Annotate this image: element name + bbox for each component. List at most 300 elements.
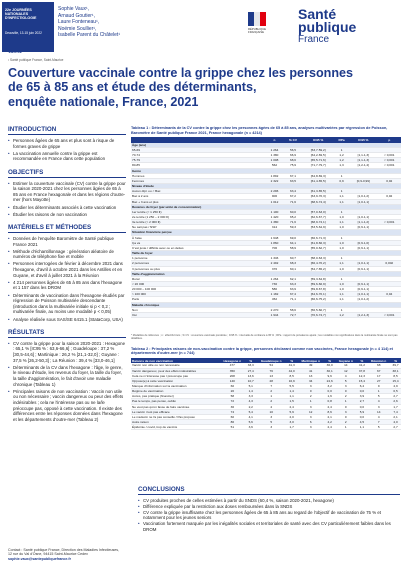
table-cell: 75,9 xyxy=(284,163,303,168)
table-cell: 41 xyxy=(297,368,324,373)
table-cell: [1,0-1,1] xyxy=(349,214,377,219)
table-cell: 3 xyxy=(256,414,286,419)
table-cell: 376 xyxy=(265,266,283,271)
brand-country: France xyxy=(298,34,330,45)
table-cell: 4 xyxy=(367,399,390,404)
table-cell: 3 xyxy=(297,425,324,430)
table-cell: 1,7 xyxy=(390,404,401,409)
table-cell: Bac + 3 ans et plus xyxy=(131,199,265,204)
table-cell: 3 xyxy=(297,404,324,409)
table-header-cell: % xyxy=(245,358,256,364)
table-cell: 27,4 xyxy=(245,368,256,373)
table-cell: 0,0 xyxy=(324,389,335,394)
table-cell: 906 xyxy=(265,194,283,199)
title-line: de 65 à 85 ans et étude des déterminants, xyxy=(8,80,257,95)
table-cell: 63,9 xyxy=(284,287,303,292)
table-cell: 14 xyxy=(367,409,390,414)
table-cell: Épidémie / covid, trop de vaccins xyxy=(131,425,219,430)
author: Laure Fonteneau¹, xyxy=(58,19,100,26)
table-cell: 38,1 xyxy=(390,368,401,373)
contact-line: Contact : Santé publique France, Direction des Maladies Infectieuses, xyxy=(8,548,120,552)
table-cell: [0,9-1,1] xyxy=(349,225,377,230)
table-cell: 1 944 xyxy=(265,312,283,317)
objectives-heading: OBJECTIFS xyxy=(8,169,126,178)
table-cell: 1 xyxy=(335,399,357,404)
table-cell: 1,1 xyxy=(334,297,349,302)
table-cell: 58,6 xyxy=(284,307,303,312)
table-cell: < 0,001 xyxy=(378,163,401,168)
table-cell: C'est juste / difficile avec ou en dettes xyxy=(131,245,265,250)
table-cell: 2 296 xyxy=(265,189,283,194)
table-cell: [64,2-69,5] xyxy=(302,153,334,158)
table-cell: 30,1 xyxy=(324,368,335,373)
table-cell: Bac à 2 ans xyxy=(131,194,265,199)
table-cell: 736 xyxy=(265,282,283,287)
table-cell: 63,3 xyxy=(284,282,303,287)
table-cell: 3 xyxy=(335,384,357,389)
table-cell: [56,5-60,7] xyxy=(302,307,334,312)
table-cell: 67,2 xyxy=(284,194,303,199)
list-item: • Principales raisons de non vaccination : Vaccin non utile ou non nécessaire ; vaccin dangereux ou peur des effets indésirables ; cela ne l'intéresse pas ou ne la/le préoccupe pas, opposé à cette vaccination. Il existe des différences entre les réponses données dans l'hexagone et les départements d'outre-mer (Tableau 2) xyxy=(8,389,126,423)
table-cell: 4,3 xyxy=(245,399,256,404)
table-header-cell: Martinique n xyxy=(297,358,324,364)
table-cell: 7,4 xyxy=(390,409,401,414)
table-cell: 4,1 xyxy=(245,414,256,419)
table-cell: 63,5 xyxy=(284,178,303,183)
table-cell: Opposé(e) à cette vaccination xyxy=(131,378,219,383)
table-cell: 0 xyxy=(297,389,324,394)
table-cell: Genre xyxy=(131,168,265,173)
table-cell: [68,9-74,1] xyxy=(302,220,334,225)
table-cell: [53,7-59,2] xyxy=(302,147,334,152)
table-cell: < 0,001 xyxy=(378,312,401,317)
table-cell: [0,9-1,0] xyxy=(349,240,377,245)
table-cell: 2,7 xyxy=(390,425,401,430)
table-cell: 1,0 xyxy=(334,282,349,287)
table2-caption-text: Principales raisons de non-vaccination contre la grippe, personnes déclarant comme non vaccinées, France hexagonale (n = 4 114) et départements d'outre-mer (n = 744) xyxy=(131,346,393,356)
table-cell: Régime de vaccination xyxy=(131,389,219,394)
right-column xyxy=(131,126,401,474)
table-cell: 1 648 xyxy=(265,235,283,240)
list-item: • La vaccination annuelle contre la grippe est recommandée en France dans cette population xyxy=(8,151,126,162)
table-cell: Âge (ans) xyxy=(131,143,265,148)
table-cell: 1,5 xyxy=(286,399,297,404)
table-cell: < 0,001 xyxy=(378,153,401,158)
table-cell: Niveau d'étude xyxy=(131,184,265,189)
table-cell: 67,1 xyxy=(284,173,303,178)
table-cell: 3e tercile (> 2 000 €) xyxy=(131,220,265,225)
table-cell: 68 xyxy=(367,363,390,368)
table-cell: 63,4 xyxy=(284,189,303,194)
table-cell: 39,7 xyxy=(390,363,401,368)
table-cell: [61,3-65,5] xyxy=(302,189,334,194)
table-cell: [1,0-1,1] xyxy=(349,261,377,266)
table-cell: 0,0 xyxy=(357,389,368,394)
title-line: Couverture vaccinale contre la grippe chez les personnes xyxy=(8,66,354,80)
table-cell: 76 xyxy=(256,368,286,373)
table-cell: 2 xyxy=(335,420,357,425)
table-cell: 2 322 xyxy=(265,178,283,183)
table-cell: [1,1-1,3] xyxy=(349,153,377,158)
list-item: • Vaccination fortement marquée par les inégalités sociales et territoriales de santé avec des CV particulièrement faibles dans les DROM xyxy=(138,521,400,532)
table-cell: 5 xyxy=(335,378,357,383)
table-cell: 58,9 xyxy=(284,245,303,250)
table-cell: [1,0-1,1] xyxy=(349,199,377,204)
list-item: • Analyse réalisée sous SAS/SE 6415.1 (StataCorp, USA) xyxy=(8,317,126,323)
table-cell: Femmes xyxy=(131,178,265,183)
table-cell: 1,2 xyxy=(334,158,349,163)
table-cell: [66,6-75,2] xyxy=(302,297,334,302)
table-cell: 3 xyxy=(335,409,357,414)
table-cell: 8,6 xyxy=(324,409,335,414)
table-cell: Maladie chronique xyxy=(131,302,265,307)
table-cell: Le médecin ne l'a pas conseillé / Pas proposé xyxy=(131,414,219,419)
table-cell: Ne veut pas qu'on fasse de faire vaccinée xyxy=(131,404,219,409)
rf-text: RÉPUBLIQUE FRANÇAISE xyxy=(248,27,267,35)
table-cell: 2,1 xyxy=(324,414,335,419)
table-cell: [61,8-66,3] xyxy=(302,240,334,245)
contact-line: 12 rue du Val d'Osne, 94415 Saint-Maurice Cedex xyxy=(8,552,88,557)
table-cell: 1 264 xyxy=(265,147,283,152)
table-cell: 1 420 xyxy=(265,214,283,219)
table-cell: 706 xyxy=(265,245,283,250)
table-cell: Taille du foyer xyxy=(131,251,265,256)
table-cell: 3 xyxy=(256,425,286,430)
table-cell: [61,4-65,5] xyxy=(302,178,334,183)
table-cell: 12 xyxy=(335,368,357,373)
table-cell: Accès, pas pratique (financier) xyxy=(131,394,219,399)
table-cell: 1 xyxy=(334,256,349,261)
table-cell: 10 xyxy=(256,409,286,414)
table-cell: 12,3 xyxy=(357,373,368,378)
list-item: • Déterminants de la CV dans l'hexagone : l'âge, le genre, le niveau d'étude, les revenus du foyer, la taille du foyer, la taille d'agglomération, le fait d'avoir une maladie chronique (Tableau 1) xyxy=(8,365,126,387)
table-cell: 8,5 xyxy=(390,373,401,378)
table-cell: 49 xyxy=(297,363,324,368)
table-cell: 56,5 xyxy=(284,147,303,152)
table-cell: 2,6 xyxy=(390,399,401,404)
brand-name xyxy=(298,8,356,34)
table-cell: 60,0 xyxy=(284,209,303,214)
table-cell: 37,8 xyxy=(357,368,368,373)
table-cell: 27 xyxy=(367,378,390,383)
table-cell: [1,0-1,2] xyxy=(349,297,377,302)
table-cell: 68,6 xyxy=(284,158,303,163)
table-cell: 69,0 xyxy=(284,235,303,240)
table-cell: 1,4 xyxy=(286,389,297,394)
table-header-cell: p xyxy=(378,137,401,143)
table-cell: 71,6 xyxy=(284,220,303,225)
table-cell: 34 xyxy=(297,378,324,383)
list-item: • 4 214 personnes âgées de 65 à 85 ans dans l'hexagone et 1 157 dans les DROM xyxy=(8,280,126,291)
table-cell: [66,4-70,2] xyxy=(302,261,334,266)
table-cell: 65-69 xyxy=(131,147,265,152)
table-cell: 41,3 xyxy=(286,363,297,368)
table-cell: 1 892 xyxy=(265,173,283,178)
table-cell: 67,4 xyxy=(284,292,303,297)
table-cell: 1,7 xyxy=(286,425,297,430)
table-header-cell: Hexagone n xyxy=(219,358,245,364)
table-header-cell: IC95 % xyxy=(349,137,377,143)
table-cell: 5,6 xyxy=(245,420,256,425)
table-cell: 2,1 xyxy=(390,414,401,419)
intro-heading: INTRODUCTION xyxy=(8,126,126,135)
intro-list xyxy=(8,138,126,162)
table-cell: Le vaccin n'est pas efficace xyxy=(131,409,219,414)
table-cell: 3 personnes ou plus xyxy=(131,266,265,271)
table-cell: 1,0 xyxy=(334,240,349,245)
table-cell: 71,1 xyxy=(284,297,303,302)
table-cell: Rural xyxy=(131,276,265,281)
table-cell: 5,5 xyxy=(286,384,297,389)
table-cell: 60 xyxy=(219,384,245,389)
table-cell: 54 xyxy=(256,363,286,368)
table-cell: Situation financière perçue xyxy=(131,230,265,235)
table-cell: 7 xyxy=(367,420,390,425)
table2-caption xyxy=(131,347,401,356)
conference-name: 22e JOURNÉES NATIONALES D'INFECTIOLOGIE xyxy=(5,8,37,21)
table-cell: 0,0 xyxy=(357,414,368,419)
table-cell: 208 xyxy=(219,373,245,378)
author: Noémie Soullier¹, xyxy=(58,25,97,32)
list-item: • Personnes interrogées de février à décembre 2021 dans l'hexagone, d'avril à octobre 2021 dans les Antilles et en Guyane, et d'avril à juillet 2021 à la Réunion xyxy=(8,261,126,278)
table-cell: [55,0-62,7] xyxy=(302,245,334,250)
table-cell: 1 860 xyxy=(265,240,283,245)
table-cell: 3 xyxy=(297,384,324,389)
table-cell: Non xyxy=(131,307,265,312)
table-cell: 33,3 xyxy=(245,363,256,368)
table-cell: 0,0 xyxy=(357,404,368,409)
table-cell: 1 personne xyxy=(131,256,265,261)
table-cell: 2,0 xyxy=(286,414,297,419)
table-cell: 3,2 xyxy=(324,384,335,389)
table-cell: 72 xyxy=(219,399,245,404)
table-cell: [62,6-67,7] xyxy=(302,214,334,219)
table-cell: [53,5-64,9] xyxy=(302,225,334,230)
table-cell: 1 xyxy=(334,147,349,152)
table2-number: Tableau 2 : xyxy=(131,346,151,351)
table-header-cell: Réunion n xyxy=(367,358,390,364)
table-cell: 5 xyxy=(367,425,390,430)
table-cell: 0,02 xyxy=(378,194,401,199)
table-cell: 1 380 xyxy=(265,220,283,225)
table-cell: Vaccin non utile ou non nécessaire xyxy=(131,363,219,368)
table-cell: 1 264 xyxy=(265,276,283,281)
table-cell: 68,3 xyxy=(284,261,303,266)
table-cell: 70-74 xyxy=(131,153,265,158)
table-cell: 74 xyxy=(219,409,245,414)
table-cell: [68,6-74,4] xyxy=(302,199,334,204)
list-item: • CV contre la grippe pour la saison 2020-2021 : Hexagone : 65,1 % [IC95 % : 63,6-66,6] ; Guadeloupe : 37,2 % [30,5-44,6] ; Martinique : 26,2 % [21,1-32,0] ; Guyane : 37,5 % [26,2-50,3] ; La Réunion : 39,4 % [33,0-46,1] xyxy=(8,341,126,363)
table-cell: < 0,001 xyxy=(378,158,401,163)
table-cell: 20 xyxy=(219,389,245,394)
table-cell: 2e tercile (1 250 – 2 000 €) xyxy=(131,214,265,219)
table-cell: [1,0-1,1] xyxy=(349,292,377,297)
table-cell: [0,9-1,1] xyxy=(349,266,377,271)
brand-line: Santé xyxy=(298,6,337,22)
table-cell: Cela ne m'intéresse pas / préoccupe pas xyxy=(131,373,219,378)
table-cell: 58 xyxy=(219,394,245,399)
table-cell: 1,3 xyxy=(334,163,349,168)
table-cell: 1,1 xyxy=(334,261,349,266)
table-cell: 36,0 xyxy=(324,363,335,368)
table-cell: 1,1 xyxy=(357,425,368,430)
table1-caption xyxy=(131,126,401,135)
list-item: • Étudier les raisons de non vaccination xyxy=(8,212,126,218)
author: Isabelle Parent du Châtelet¹ xyxy=(58,32,120,39)
table-cell: 8,5 xyxy=(286,373,297,378)
table-cell: 6,4 xyxy=(357,384,368,389)
results-heading: RÉSULTATS xyxy=(8,329,126,338)
table-cell: 15,4 xyxy=(390,378,401,383)
table-cell: 0,04 xyxy=(378,292,401,297)
table-header-cell: % xyxy=(390,358,401,364)
table-cell: [64,8-69,3] xyxy=(302,173,334,178)
table-cell: 0,9 xyxy=(334,178,349,183)
table-cell: 1,1 xyxy=(334,220,349,225)
contact-block xyxy=(8,548,138,561)
table-cell: 1 xyxy=(367,389,390,394)
table-cell: [64,6-70,1] xyxy=(302,292,334,297)
table-cell: 3 xyxy=(297,414,324,419)
table-cell: [58,0-63,3] xyxy=(302,256,334,261)
table-header-cell: RPa xyxy=(334,137,349,143)
table-cell: 5,4 xyxy=(245,409,256,414)
table-cell: 140 xyxy=(219,378,245,383)
table-cell: [65,5-71,6] xyxy=(302,158,334,163)
table1 xyxy=(131,137,401,318)
list-item: • Différence expliquée par la restriction aux doses remboursées dans la SNDS xyxy=(138,504,400,509)
table-row xyxy=(131,312,401,317)
list-item: • Estimer la couverture vaccinale (CV) contre la grippe pour la saison 2020-2021 chez les personnes âgées de 65 à 85 ans en France hexagonale et dans les régions d'outre-mer (hors Mayotte) xyxy=(8,181,126,203)
table-cell: 6 xyxy=(297,420,324,425)
table-cell: [63,9-70,3] xyxy=(302,194,334,199)
table-cell: 1,0 xyxy=(334,245,349,250)
table-cell: 1 xyxy=(334,173,349,178)
table-cell: 1,0 xyxy=(334,225,349,230)
table-cell: 1 346 xyxy=(265,256,283,261)
table-cell: 1 xyxy=(334,307,349,312)
table-cell: 13 xyxy=(256,373,286,378)
table-cell: < 20 000 xyxy=(131,282,265,287)
table-cell: 1 182 xyxy=(265,292,283,297)
table-cell: 0,5 xyxy=(390,389,401,394)
table-cell: 2 270 xyxy=(265,307,283,312)
table-cell: 1,6 xyxy=(324,394,335,399)
table-cell: [0,9-0,99] xyxy=(349,178,377,183)
table-cell: 5 xyxy=(367,394,390,399)
table-cell: 314 xyxy=(265,225,283,230)
table-cell: 60,7 xyxy=(284,256,303,261)
table-cell: [59,8-67,8] xyxy=(302,287,334,292)
table-cell: [71,7-79,7] xyxy=(302,163,334,168)
table-cell: 1 xyxy=(334,209,349,214)
table-cell: 1 xyxy=(297,399,324,404)
table-cell: 4,2 xyxy=(324,420,335,425)
table2-wrapper xyxy=(131,358,401,474)
table-cell: Revenus du foyer (par unité de consommation) xyxy=(131,204,265,209)
table-cell: 1 xyxy=(256,394,286,399)
table-cell: 9 xyxy=(367,384,390,389)
table-cell: 4,9 xyxy=(390,384,401,389)
table-cell: À l'aise xyxy=(131,235,265,240)
table-cell: 7 xyxy=(256,384,286,389)
table-cell: 24,6 xyxy=(324,378,335,383)
table-cell: Vaccin dangereux, peur des effets indésirables xyxy=(131,368,219,373)
table-cell: < 0,001 xyxy=(378,220,401,225)
table2-block xyxy=(131,347,401,474)
table-cell: 2 xyxy=(256,389,286,394)
table-cell: 20 000 – 100 000 xyxy=(131,287,265,292)
table-cell: 1,1 xyxy=(334,199,349,204)
table-cell: 2 xyxy=(297,394,324,399)
table-cell: [1,0-1,2] xyxy=(349,194,377,199)
table-cell: 2,7 xyxy=(390,394,401,399)
table-header-cell: % xyxy=(324,358,335,364)
conference-logo xyxy=(2,2,54,52)
table-cell: 2 xyxy=(256,399,286,404)
table-cell: 477 xyxy=(219,363,245,368)
table-header-cell: n xyxy=(265,137,283,143)
table-cell: [0,9-1,1] xyxy=(349,287,377,292)
santepubliquefrance-logo xyxy=(248,8,398,48)
contact-email[interactable]: sophie.vaux@santepubliquefrance.fr xyxy=(8,556,72,561)
table-cell: [0,9-1,1] xyxy=(349,282,377,287)
table-header-cell: Guyane n xyxy=(335,358,357,364)
table-cell: 14 xyxy=(335,363,357,368)
table-cell: 4,5 xyxy=(357,420,368,425)
conference-date: Deauville, 13-15 juin 2022 xyxy=(5,31,42,35)
table2 xyxy=(131,358,401,431)
table-cell: 1 012 xyxy=(265,199,283,204)
table-cell: 16,9 xyxy=(286,378,297,383)
table-cell: 0,02 xyxy=(378,178,401,183)
list-item: • Déterminants de vaccination dans l'hexagone étudiés par régression de Poisson multivariée descendante (introduction dans la multivariée initiale si p < 0,2 ; multivariée finale, au moins une modalité p < 0,05) xyxy=(8,293,126,315)
table-cell: 1er tercile (< 1 250 €) xyxy=(131,209,265,214)
table-cell: 13 xyxy=(297,373,324,378)
table1-caption-text: Déterminants de la CV contre la grippe chez les personnes âgées de 65 à 85 ans, analyses multivariées par régression de Poisson, Baromètre de Santé publique France 2021, France hexagonale (n = 4214) xyxy=(131,126,388,135)
table-cell: [70,6-74,7] xyxy=(302,312,334,317)
table-cell: 580 xyxy=(265,287,283,292)
list-item: • Personnes âgées de 65 ans et plus sont à risque de formes graves de grippe xyxy=(8,138,126,149)
table-cell: 60,1 xyxy=(284,266,303,271)
table-cell: 3,3 xyxy=(245,394,256,399)
title-line: enquête nationale, France, 2021 xyxy=(8,94,199,109)
table-header-cell: % xyxy=(357,358,368,364)
table-cell: 2 personnes xyxy=(131,261,265,266)
poster-id: VAC-02 xyxy=(8,49,22,54)
table-cell: 0 xyxy=(335,404,357,409)
author: Arnaud Goutier¹, xyxy=(58,12,95,19)
table-header-cell: % xyxy=(286,358,297,364)
table-cell: 75-79 xyxy=(131,158,265,163)
table-cell: 5,9 xyxy=(357,409,368,414)
table-cell: 1,0 xyxy=(334,287,349,292)
table-cell: [1,2-1,4] xyxy=(349,163,377,168)
affiliation: ¹ Santé publique France, Saint-Maurice xyxy=(8,58,64,62)
table-cell: 1 xyxy=(335,425,357,430)
table-cell: 452 xyxy=(265,297,283,302)
table-cell: 4,0 xyxy=(390,420,401,425)
republique-francaise-logo xyxy=(248,12,266,38)
table-cell: 10,7 xyxy=(245,378,256,383)
table-row xyxy=(131,425,401,430)
list-item: • CV produites proches de celles estimées à partir du SNDS (60,4 %, saison 2020-2021, hexagone) xyxy=(138,498,400,503)
table-cell: 562 xyxy=(265,163,283,168)
methods-heading: MATÉRIELS ET MÉTHODES xyxy=(8,224,126,233)
table-cell: 64,1 xyxy=(284,240,303,245)
table-cell: [59,6-66,9] xyxy=(302,282,334,287)
list-item: • Données de l'enquête Baromètre de Santé publique France 2021 xyxy=(8,236,126,247)
